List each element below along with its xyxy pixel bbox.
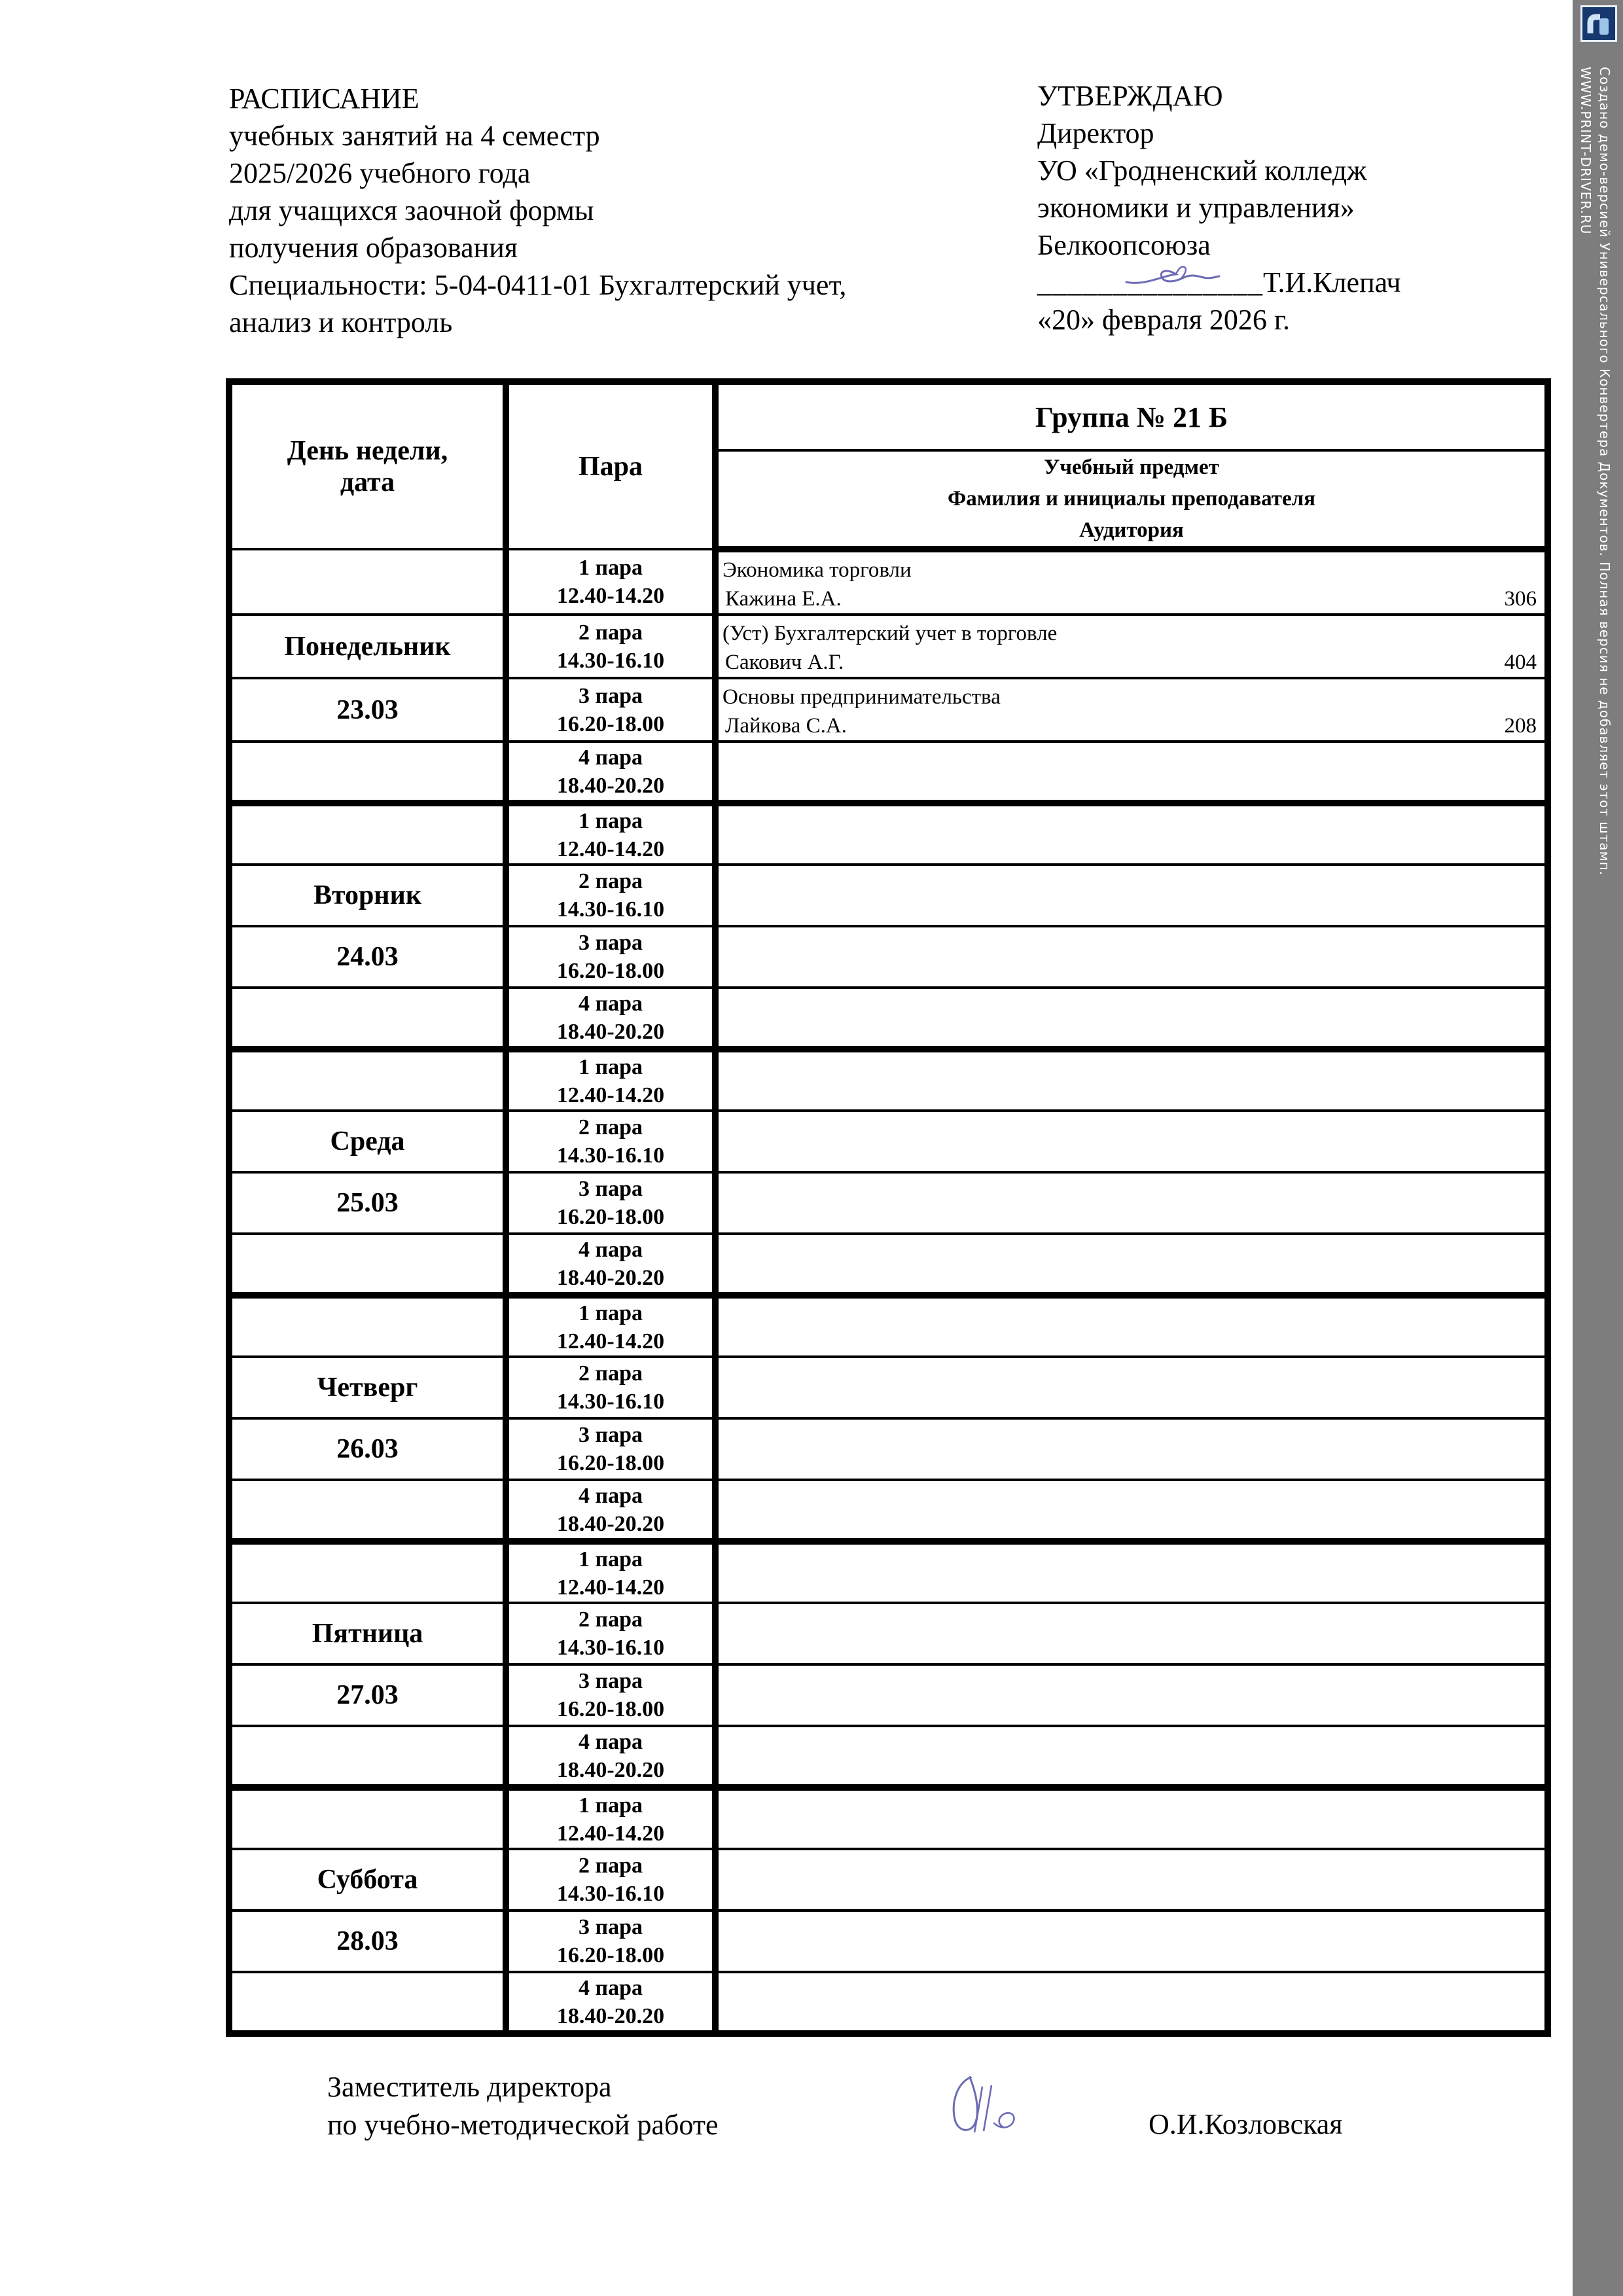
para-cell: [506, 1357, 715, 1418]
para-number: 4 пара: [579, 991, 643, 1016]
lesson-content: [719, 894, 1544, 897]
para-cell: [506, 615, 715, 678]
day-name-cell: Суббота: [229, 1849, 506, 1910]
para-cell: [506, 1111, 715, 1172]
para-time: 16.20-18.00: [556, 1451, 665, 1475]
para-cell: [506, 1295, 715, 1357]
para-cell: [506, 549, 715, 615]
para-time: 12.40-14.20: [556, 836, 665, 861]
lesson-content: [719, 1754, 1544, 1757]
day-date-cell: 25.03: [229, 1172, 506, 1234]
day-date-cell: 28.03: [229, 1910, 506, 1972]
schedule-row: [229, 549, 1548, 615]
room-number: 404: [1504, 651, 1537, 674]
para-number: 2 пара: [579, 620, 643, 645]
schedule-title-block: [229, 80, 982, 341]
para-number: 1 пара: [579, 556, 643, 580]
lesson-cell: [715, 615, 1548, 678]
para-time: 14.30-16.10: [556, 1882, 665, 1906]
para-time: 12.40-14.20: [556, 1083, 665, 1107]
schedule-row: [229, 1910, 1548, 1972]
lesson-cell: [715, 1172, 1548, 1234]
director-signature-row: [1037, 264, 1554, 301]
day-empty-cell: [229, 1295, 506, 1357]
para-number: 4 пара: [579, 745, 643, 770]
deputy-signature-ink: [940, 2068, 1052, 2144]
lesson-content: [719, 1571, 1544, 1575]
para-cell: [506, 742, 715, 803]
para-number: 2 пара: [579, 1361, 643, 1386]
para-time: 12.40-14.20: [556, 1575, 665, 1600]
day-date-cell: 24.03: [229, 926, 506, 988]
lesson-cell: [715, 678, 1548, 742]
para-number: 1 пара: [579, 1300, 643, 1325]
lesson-cell: [715, 1726, 1548, 1787]
para-time: 12.40-14.20: [556, 1821, 665, 1846]
schedule-row: [229, 1234, 1548, 1295]
lesson-content: [719, 1818, 1544, 1821]
para-time: 18.40-20.20: [556, 1757, 665, 1782]
day-name-cell: Четверг: [229, 1357, 506, 1418]
teacher-text: Кажина Е.А.: [725, 587, 842, 611]
org-line: экономики и управления»: [1037, 192, 1355, 224]
para-number: 2 пара: [579, 869, 643, 893]
subject-column-header: [715, 450, 1548, 549]
para-cell: [506, 1972, 715, 2034]
lesson-cell: [715, 1849, 1548, 1910]
deputy-role-block: [327, 2068, 719, 2144]
subject-header-line: Фамилия и инициалы преподавателя: [947, 487, 1316, 511]
converter-logo-icon: [1580, 5, 1617, 42]
lesson-cell: [715, 742, 1548, 803]
lesson-cell: [715, 1541, 1548, 1603]
para-time: 16.20-18.00: [556, 1943, 665, 1967]
day-name-cell: Вторник: [229, 865, 506, 926]
para-cell: [506, 1726, 715, 1787]
approval-block: [1037, 77, 1554, 338]
lesson-content: [719, 1508, 1544, 1511]
lesson-content: [719, 1448, 1544, 1451]
lesson-content: [719, 1694, 1544, 1697]
schedule-row: [229, 1972, 1548, 2034]
para-number: 4 пара: [579, 1729, 643, 1754]
schedule-row: [229, 1603, 1548, 1664]
lesson-cell: [715, 1357, 1548, 1418]
para-number: 1 пара: [579, 1054, 643, 1079]
lesson-cell: [715, 1787, 1548, 1849]
org-line: УО «Гродненский колледж: [1037, 154, 1367, 187]
lesson-content: [719, 770, 1544, 773]
subject-text: Основы предпринимательства: [722, 685, 1001, 709]
lesson-content: [719, 679, 1544, 740]
schedule-row: [229, 678, 1548, 742]
para-time: 14.30-16.10: [556, 897, 665, 922]
schedule-row: [229, 742, 1548, 803]
lesson-cell: [715, 865, 1548, 926]
schedule-row: [229, 1787, 1548, 1849]
teacher-text: Сакович А.Г.: [725, 651, 844, 674]
para-cell: [506, 926, 715, 988]
para-cell: [506, 1787, 715, 1849]
day-header-line: День недели,: [287, 435, 448, 466]
schedule-row: [229, 1111, 1548, 1172]
para-cell: [506, 1541, 715, 1603]
day-empty-cell: [229, 742, 506, 803]
schedule-row: [229, 1295, 1548, 1357]
day-empty-cell: [229, 1480, 506, 1541]
room-number: 306: [1504, 587, 1537, 611]
lesson-cell: [715, 1234, 1548, 1295]
para-cell: [506, 1049, 715, 1111]
director-name: Т.И.Клепач: [1263, 266, 1401, 298]
lesson-content: [719, 1878, 1544, 1882]
subject-text: (Уст) Бухгалтерский учет в торговле: [722, 622, 1058, 645]
schedule-row: [229, 988, 1548, 1049]
para-cell: [506, 1234, 715, 1295]
day-empty-cell: [229, 1234, 506, 1295]
para-column-header: Пара: [506, 382, 715, 549]
schedule-row: [229, 1664, 1548, 1726]
schedule-row: [229, 1172, 1548, 1234]
para-cell: [506, 1172, 715, 1234]
lesson-content: [719, 956, 1544, 959]
schedule-row: [229, 1418, 1548, 1480]
day-empty-cell: [229, 1541, 506, 1603]
para-cell: [506, 1664, 715, 1726]
lesson-content: [719, 833, 1544, 836]
lesson-cell: [715, 1049, 1548, 1111]
director-signature-ink: [1122, 256, 1247, 295]
lesson-content: [719, 1079, 1544, 1083]
para-time: 18.40-20.20: [556, 1265, 665, 1290]
lesson-content: [719, 1202, 1544, 1205]
deputy-name: О.И.Козловская: [1149, 2108, 1343, 2140]
lesson-cell: [715, 549, 1548, 615]
day-empty-cell: [229, 1972, 506, 2034]
para-number: 1 пара: [579, 1793, 643, 1818]
title-line: 2025/2026 учебного года: [229, 157, 531, 189]
para-time: 18.40-20.20: [556, 2003, 665, 2028]
para-cell: [506, 1849, 715, 1910]
lesson-second-line: [722, 711, 1537, 740]
schedule-row: [229, 1480, 1548, 1541]
schedule-row: [229, 1357, 1548, 1418]
para-cell: [506, 1480, 715, 1541]
para-cell: [506, 803, 715, 865]
day-name-cell: Среда: [229, 1111, 506, 1172]
para-cell: [506, 988, 715, 1049]
title-line: получения образования: [229, 232, 518, 264]
lesson-content: [719, 1262, 1544, 1265]
lesson-cell: [715, 1418, 1548, 1480]
day-date-cell: 26.03: [229, 1418, 506, 1480]
lesson-second-line: [722, 584, 1537, 613]
para-number: 4 пара: [579, 1237, 643, 1262]
day-name-cell: Понедельник: [229, 615, 506, 678]
deputy-role-line: по учебно-методической работе: [327, 2109, 719, 2141]
lesson-cell: [715, 803, 1548, 865]
subject-text: Экономика торговли: [722, 558, 912, 582]
schedule-table: [226, 378, 1551, 2037]
day-empty-cell: [229, 988, 506, 1049]
schedule-row: [229, 1849, 1548, 1910]
lesson-content: [719, 1140, 1544, 1143]
lesson-content: [719, 616, 1544, 677]
para-number: 1 пара: [579, 1547, 643, 1571]
subject-header-line: Учебный предмет: [1044, 456, 1219, 479]
lesson-content: [719, 1016, 1544, 1019]
para-cell: [506, 1418, 715, 1480]
para-time: 16.20-18.00: [556, 1205, 665, 1229]
schedule-body: [229, 549, 1548, 2034]
lesson-second-line: [722, 648, 1537, 677]
approve-label: УТВЕРЖДАЮ: [1037, 80, 1223, 112]
day-empty-cell: [229, 803, 506, 865]
day-column-header: [229, 382, 506, 549]
para-number: 2 пара: [579, 1607, 643, 1632]
lesson-cell: [715, 1603, 1548, 1664]
para-cell: [506, 1603, 715, 1664]
para-number: 3 пара: [579, 931, 643, 955]
para-time: 14.30-16.10: [556, 1143, 665, 1168]
lesson-content: [719, 1325, 1544, 1329]
para-time: 12.40-14.20: [556, 584, 665, 608]
day-empty-cell: [229, 1787, 506, 1849]
para-time: 16.20-18.00: [556, 1697, 665, 1721]
para-time: 14.30-16.10: [556, 1636, 665, 1660]
lesson-cell: [715, 1480, 1548, 1541]
teacher-text: Лайкова С.А.: [725, 714, 847, 738]
lesson-cell: [715, 1295, 1548, 1357]
watermark-note-text: Создано демо-версией Универсального Конвертера Документов. Полная версия не добавляет этот штамп.: [1597, 67, 1613, 876]
para-time: 18.40-20.20: [556, 773, 665, 798]
watermark-site-text: WWW.PRINT-DRIVER.RU: [1578, 67, 1594, 235]
lesson-cell: [715, 1972, 1548, 2034]
day-empty-cell: [229, 1726, 506, 1787]
day-date-cell: 27.03: [229, 1664, 506, 1726]
title-line: анализ и контроль: [229, 306, 453, 338]
schedule-row: [229, 1726, 1548, 1787]
para-number: 3 пара: [579, 1177, 643, 1201]
day-empty-cell: [229, 549, 506, 615]
lesson-cell: [715, 988, 1548, 1049]
org-line: Белкоопсоюза: [1037, 229, 1211, 261]
para-number: 4 пара: [579, 1483, 643, 1508]
lesson-cell: [715, 926, 1548, 988]
schedule-row: [229, 865, 1548, 926]
approval-date: «20» февраля 2026 г.: [1037, 304, 1291, 336]
para-number: 2 пара: [579, 1115, 643, 1139]
day-header-line: дата: [340, 467, 395, 497]
title-line: Специальности: 5-04-0411-01 Бухгалтерский учет,: [229, 269, 847, 301]
title-line: РАСПИСАНИЕ: [229, 82, 419, 115]
schedule-row: [229, 1541, 1548, 1603]
room-number: 208: [1504, 714, 1537, 738]
subject-header-line: Аудитория: [1079, 518, 1184, 542]
schedule-row: [229, 1049, 1548, 1111]
para-number: 4 пара: [579, 1975, 643, 2000]
para-time: 14.30-16.10: [556, 648, 665, 673]
para-time: 12.40-14.20: [556, 1329, 665, 1354]
day-name-cell: Пятница: [229, 1603, 506, 1664]
schedule-row: [229, 803, 1548, 865]
day-empty-cell: [229, 1049, 506, 1111]
lesson-content: [719, 2000, 1544, 2003]
group-header: Группа № 21 Б: [715, 382, 1548, 450]
para-cell: [506, 678, 715, 742]
lesson-content: [719, 1386, 1544, 1390]
title-line: учебных занятий на 4 семестр: [229, 120, 600, 152]
para-time: 14.30-16.10: [556, 1390, 665, 1414]
lesson-cell: [715, 1664, 1548, 1726]
para-number: 2 пара: [579, 1854, 643, 1878]
para-time: 18.40-20.20: [556, 1019, 665, 1044]
para-number: 3 пара: [579, 1915, 643, 1939]
lesson-content: [719, 552, 1544, 613]
para-number: 3 пара: [579, 683, 643, 708]
schedule-row: [229, 926, 1548, 988]
watermark-strip: [1573, 0, 1623, 2296]
title-line: для учащихся заочной формы: [229, 194, 594, 226]
day-date-cell: 23.03: [229, 678, 506, 742]
schedule-row: [229, 615, 1548, 678]
para-number: 3 пара: [579, 1423, 643, 1447]
para-number: 1 пара: [579, 808, 643, 833]
para-time: 18.40-20.20: [556, 1511, 665, 1536]
lesson-content: [719, 1632, 1544, 1636]
lesson-cell: [715, 1111, 1548, 1172]
para-time: 16.20-18.00: [556, 711, 665, 736]
para-number: 3 пара: [579, 1669, 643, 1693]
para-cell: [506, 1910, 715, 1972]
para-cell: [506, 865, 715, 926]
para-time: 16.20-18.00: [556, 959, 665, 983]
lesson-content: [719, 1940, 1544, 1943]
director-role: Директор: [1037, 117, 1154, 149]
deputy-role-line: Заместитель директора: [327, 2071, 612, 2103]
lesson-cell: [715, 1910, 1548, 1972]
signature-blank-line: _______________: [1037, 266, 1263, 298]
